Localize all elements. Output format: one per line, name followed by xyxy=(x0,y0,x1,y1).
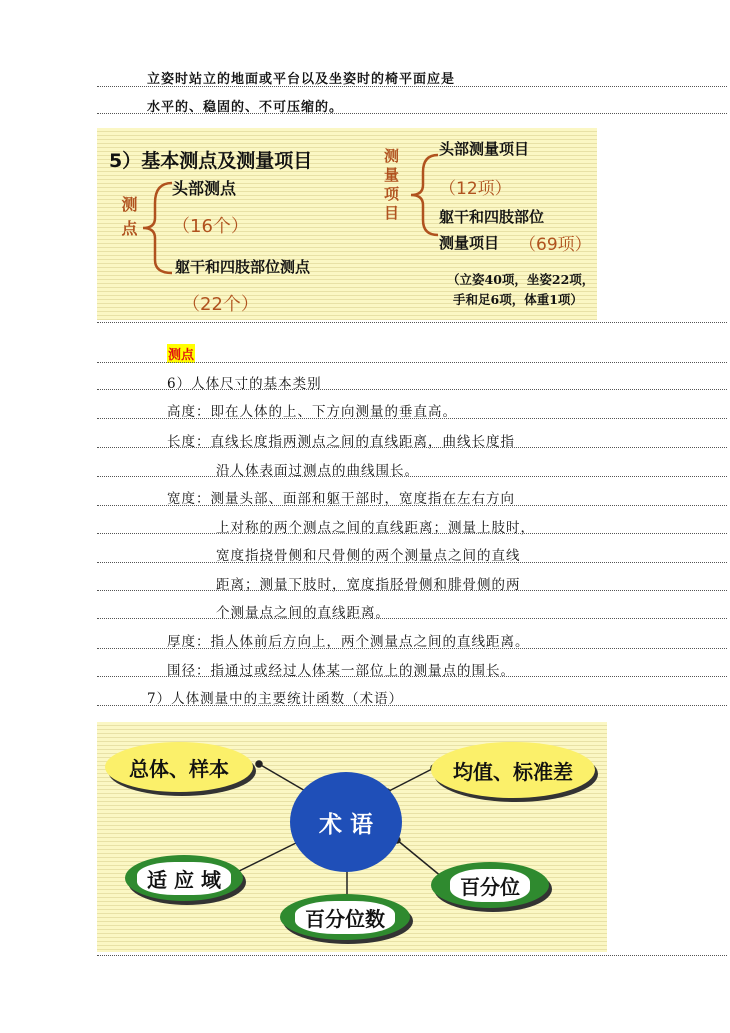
length-definition-2: 沿人体表面过测点的曲线围长。 xyxy=(216,463,419,479)
rule xyxy=(97,955,727,956)
trunk-items-count: （69项） xyxy=(519,235,592,255)
trunk-points: 躯干和四肢部位测点 xyxy=(175,258,311,276)
term-node-percentile-number-label: 百分位数 xyxy=(295,901,395,934)
term-diagram xyxy=(97,722,607,952)
rule xyxy=(97,447,727,448)
rule xyxy=(97,113,727,114)
rule xyxy=(97,476,727,477)
rule xyxy=(97,705,727,706)
rule xyxy=(97,362,727,363)
rule xyxy=(97,86,727,87)
rule xyxy=(97,533,727,534)
rule xyxy=(97,505,727,506)
head-points: 头部测点 xyxy=(172,179,237,198)
term-node-mean-label: 均值、标准差 xyxy=(453,759,573,784)
width-definition-2: 上对称的两个测点之间的直线距离；测量上肢时， xyxy=(216,520,535,536)
items-label: 测量项目 xyxy=(382,148,400,224)
rule xyxy=(97,618,727,619)
head-items-count: （12项） xyxy=(439,179,512,199)
rule xyxy=(97,389,727,390)
term-center-label: 术 语 xyxy=(318,811,373,838)
rule xyxy=(97,648,727,649)
head-items: 头部测量项目 xyxy=(439,140,530,158)
rule xyxy=(97,322,727,323)
width-definition-4: 距离；测量下肢时，宽度指胫骨侧和腓骨侧的两 xyxy=(216,577,521,593)
width-definition-5: 个测量点之间的直线距离。 xyxy=(216,605,390,621)
rule xyxy=(97,676,727,677)
term-node-percentile xyxy=(431,862,549,908)
width-definition-3: 宽度指挠骨侧和尺骨侧的两个测量点之间的直线 xyxy=(216,548,521,564)
term-node-domain-label: 适 应 域 xyxy=(137,862,231,895)
term-center-node xyxy=(290,772,402,872)
height-definition: 高度：即在人体的上、下方向测量的垂直高。 xyxy=(167,404,457,420)
intro-line-1: 立姿时站立的地面或平台以及坐姿时的椅平面应是 xyxy=(147,72,456,87)
term-node-domain xyxy=(125,855,243,901)
trunk-items-line-2: 测量项目 xyxy=(439,234,500,252)
trunk-items-note-2: 手和足6项，体重1项） xyxy=(453,292,583,307)
term-node-percentile-label: 百分位 xyxy=(450,869,530,902)
highlight-label: 测点 xyxy=(167,344,195,363)
section6-heading: 6）人体尺寸的基本类别 xyxy=(167,376,322,392)
points-label: 测点 xyxy=(119,196,138,244)
term-node-percentile-number xyxy=(280,894,410,940)
trunk-items-line-1: 躯干和四肢部位 xyxy=(439,208,545,226)
intro-line-2: 水平的、稳固的、不可压缩的。 xyxy=(147,100,344,115)
width-definition-1: 宽度：测量头部、面部和躯干部时，宽度指在左右方向 xyxy=(167,491,515,507)
thickness-definition: 厚度：指人体前后方向上，两个测量点之间的直线距离。 xyxy=(167,634,530,650)
points-brace xyxy=(137,178,177,278)
measure-panel xyxy=(97,128,597,320)
measure-panel-title: 5）基本测点及测量项目 xyxy=(109,150,313,172)
trunk-items-note-1: （立姿40项，坐姿22项， xyxy=(447,272,595,287)
trunk-points-count: （22个） xyxy=(182,294,259,315)
term-node-population xyxy=(105,742,253,792)
rule xyxy=(97,418,727,419)
items-brace xyxy=(403,150,443,240)
term-node-population-label: 总体、样本 xyxy=(129,756,229,781)
head-points-count: （16个） xyxy=(172,216,249,237)
rule xyxy=(97,590,727,591)
girth-definition: 围径：指通过或经过人体某一部位上的测量点的围长。 xyxy=(167,663,515,679)
rule xyxy=(97,562,727,563)
term-node-mean xyxy=(431,742,595,798)
section7-heading: 7）人体测量中的主要统计函数（术语） xyxy=(147,691,404,707)
length-definition-1: 长度：直线长度指两测点之间的直线距离，曲线长度指 xyxy=(167,434,515,450)
